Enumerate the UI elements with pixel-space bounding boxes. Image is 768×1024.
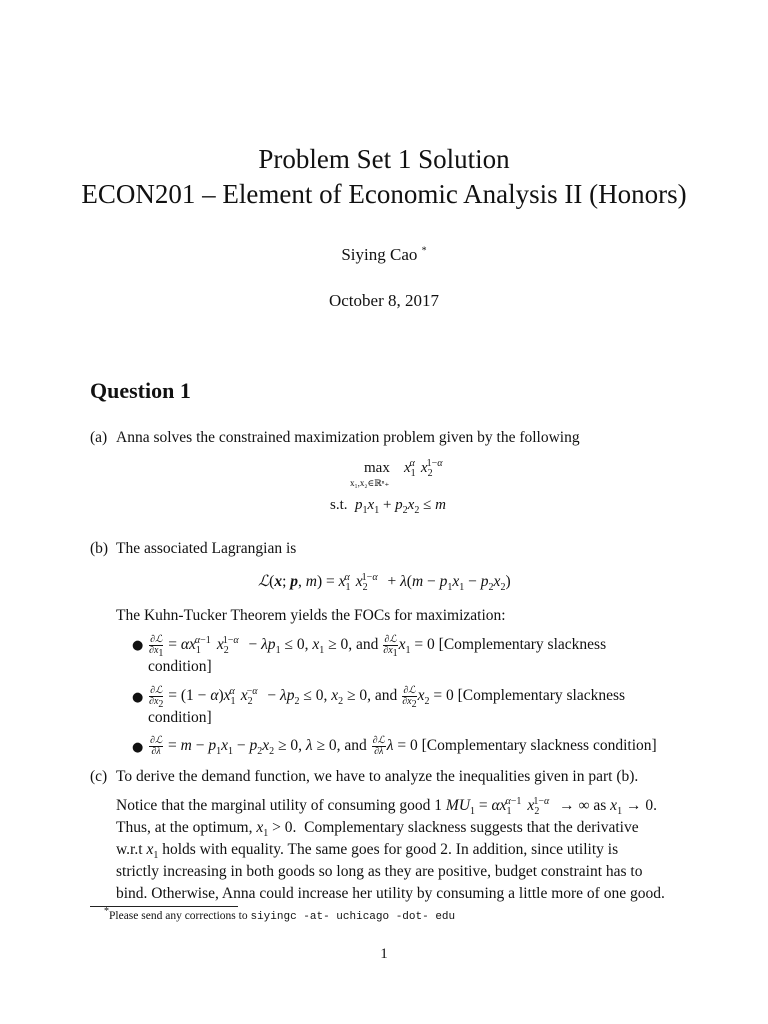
equality-text: holds with equality. The same goes for good 2. In addition, since utility is	[162, 841, 619, 858]
bullet-marker: ●	[132, 690, 144, 705]
footnote-text: Please send any corrections to	[109, 910, 248, 922]
part-c-para-line2: Thus, at the optimum, $x_1 > 0$. Complementary slackness suggests that the derivative	[116, 819, 639, 840]
foc-x2: $\frac{\text{∂ℒ}}{\partial x_2}$ = $(1 - \alpha)x_1^\alpha$ $x_2^{-\alpha} - \lambda p_2 \le 0$, $x_2 \ge 0$, and $\frac{\text{∂ℒ}}{\partial x_2}$ $x_2 = 0$ [Complementary slackness	[149, 684, 626, 710]
comp-slack-label-1: [Complementary slackness	[438, 636, 607, 653]
max-subscript: x₁,x₂∈ℝⁿ₊	[350, 478, 390, 488]
part-c-para-line4: strictly increasing in both goods so long as they are positive, budget constraint has to	[116, 863, 643, 880]
part-b-label: (b)	[90, 540, 109, 557]
comp-slack-label-2: [Complementary slackness	[457, 687, 626, 704]
partial-l-x1: $\frac{\text{∂ℒ}}{\partial x_1}$	[149, 633, 164, 659]
marginal-utility-text: Notice that the marginal utility of consuming good 1	[116, 797, 443, 814]
author-name: Siying Cao	[341, 245, 418, 264]
max-operator: max	[364, 460, 390, 476]
comp-slack-label-3: [Complementary slackness condition]	[421, 737, 657, 754]
bullet-marker: ●	[132, 740, 144, 755]
author	[0, 245, 768, 265]
partial-l-lambda: $\frac{\text{∂ℒ}}{\partial\lambda}$	[150, 734, 163, 757]
partial-l-lambda-b: $\frac{\text{∂ℒ}}{\partial\lambda}$	[372, 734, 385, 757]
part-a-label: (a)	[90, 429, 108, 446]
foc-x1: $\frac{\text{∂ℒ}}{\partial x_1}$ = $\alpha x_1^{\alpha-1}$ $x_2^{1-\alpha} - \lambda p_1 \le 0$, $x_1 \ge 0$, and $\frac{\text{∂ℒ}}{\partial x_1}$ $x_1 = 0$ [Complementary slackness	[149, 633, 607, 659]
part-c-para-line3: w.r.t $x_1$ holds with equality. The same goes for good 2. In addition, since utility is	[116, 841, 619, 862]
objective-equation	[350, 460, 490, 496]
author-footnote-mark: *	[421, 245, 427, 257]
part-b-text: The associated Lagrangian is	[116, 540, 297, 557]
foc-x2-cont: condition]	[148, 709, 212, 726]
budget-constraint: s.t. $p_1x_1 + p_2x_2 \le m$	[330, 497, 446, 516]
objective-function: $x_1^\alpha$ $x_2^{1-\alpha}$	[404, 458, 443, 479]
part-a-text: Anna solves the constrained maximization problem given by the following	[116, 429, 580, 446]
date: October 8, 2017	[328, 291, 439, 310]
part-c-text: To derive the demand function, we have to analyze the inequalities given in part (b).	[116, 768, 639, 785]
lagrangian-equation: ℒ(x; p, $m) = x_1^\alpha$ $x_2^{1-\alpha} + \lambda(m - p_1x_1 - p_2x_2)$	[258, 571, 511, 594]
partial-l-x2: $\frac{\text{∂ℒ}}{\partial x_2}$	[149, 684, 164, 710]
part-c-para-line5: bind. Otherwise, Anna could increase her utility by consuming a little more of one good.	[116, 885, 665, 902]
optimum-text: Thus, at the optimum,	[116, 819, 253, 836]
part-c-label: (c)	[90, 768, 108, 785]
kuhn-tucker-text: The Kuhn-Tucker Theorem yields the FOCs for maximization:	[116, 607, 506, 624]
page-number: 1	[380, 946, 388, 962]
footnote-email: siyingc -at- uchicago -dot- edu	[250, 911, 456, 923]
bullet-marker: ●	[132, 638, 144, 653]
foc-x1-cont: condition]	[148, 658, 212, 675]
footnote-rule	[90, 906, 238, 907]
st-label: s.t.	[330, 497, 348, 513]
partial-l-x2-b: $\frac{\text{∂ℒ}}{\partial x_2}$	[402, 684, 417, 710]
foc-lambda: $\frac{\text{∂ℒ}}{\partial\lambda}$ = $m - p_1x_1 - p_2x_2 \ge 0$, λ ≥ 0, and $\frac{\text{∂ℒ}}{\partial\lambda}$ λ = 0 [Complementary slackness condition]	[150, 734, 657, 758]
wrt-text: w.r.t	[116, 841, 143, 858]
comp-slack-text: Complementary slackness suggests that the derivative	[304, 819, 639, 836]
title-line-1: Problem Set 1 Solution	[258, 144, 510, 174]
footnote-mark: *	[104, 906, 109, 918]
title-line-2: ECON201 – Element of Economic Analysis II (Honors)	[81, 179, 687, 209]
part-c-para-line1: Notice that the marginal utility of consuming good 1 $MU_1 = \alpha x_1^{\alpha-1}$ $x_2^{1-\alpha}$ → ∞ as $x_1 \to 0$.	[116, 795, 657, 818]
footnote	[104, 906, 456, 923]
section-heading: Question 1	[90, 378, 191, 403]
partial-l-x1-b: $\frac{\text{∂ℒ}}{\partial x_1}$	[383, 633, 398, 659]
